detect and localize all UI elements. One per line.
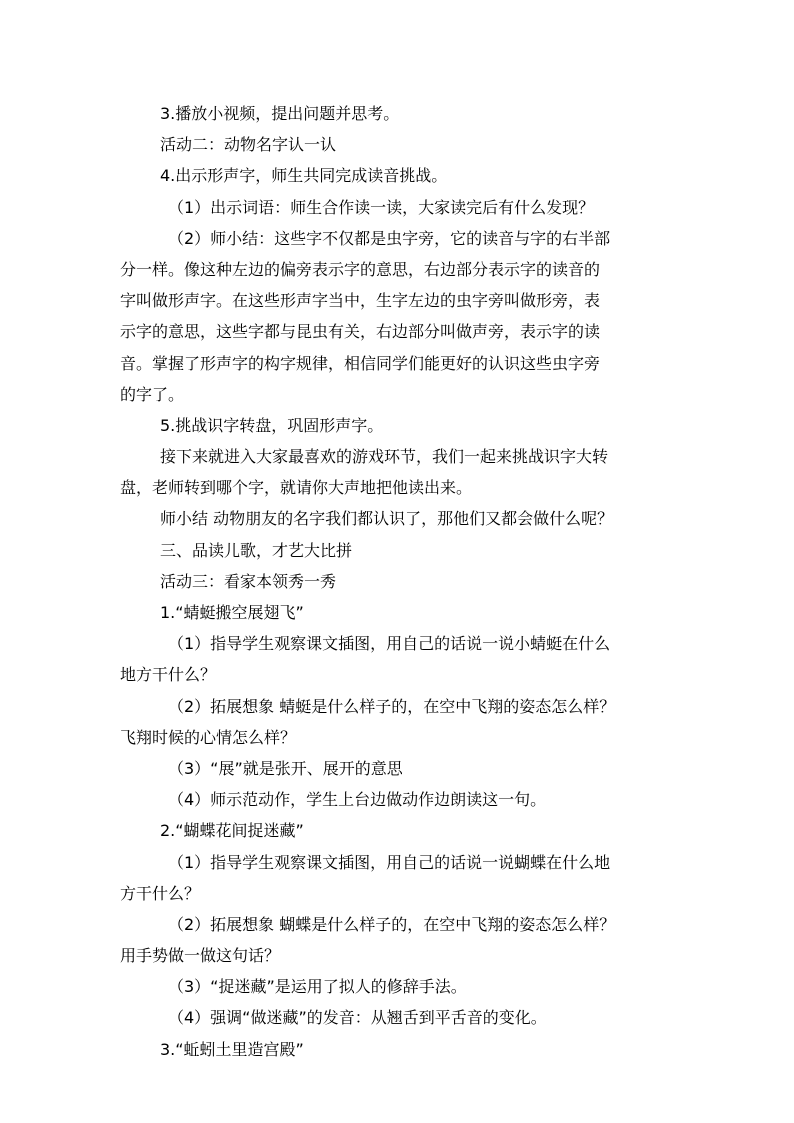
text-line: 4.出示形声字，师生共同完成读音挑战。	[160, 166, 448, 186]
text-line: 示字的意思，这些字都与昆虫有关，右边部分叫做声旁，表示字的读	[120, 322, 601, 342]
text-line: （1）指导学生观察课文插图，用自己的话说一说蝴蝶在什么地	[168, 852, 611, 872]
text-line: 用手势做一做这句话？	[120, 946, 281, 966]
text-line: （3）“展”就是张开、展开的意思	[168, 758, 403, 778]
text-line: 音。掌握了形声字的构字规律，相信同学们能更好的认识这些虫字旁	[120, 353, 601, 373]
text-line: 2.“蝴蝶花间捉迷藏”	[160, 821, 304, 841]
section-heading: 三、品读儿歌，才艺大比拼	[160, 540, 353, 560]
text-line: 的字了。	[120, 384, 185, 404]
text-line: 接下来就进入大家最喜欢的游戏环节，我们一起来挑战识字大转	[160, 447, 609, 467]
text-line: （4）强调“做迷藏”的发音：从翘舌到平舌音的变化。	[168, 1008, 547, 1028]
text-line: （4）师示范动作，学生上台边做动作边朗读这一句。	[168, 790, 547, 810]
text-line: 方干什么？	[120, 883, 201, 903]
text-line: 3.播放小视频，提出问题并思考。	[160, 104, 400, 123]
text-line: 师小结 动物朋友的名字我们都认识了，那他们又都会做什么呢？	[160, 509, 614, 529]
text-line: 地方干什么？	[120, 665, 217, 685]
text-line: 活动二：动物名字认一认	[160, 135, 337, 155]
document-page	[120, 98, 680, 1065]
text-line: （2）拓展想象 蜻蜓是什么样子的，在空中飞翔的姿态怎么样？	[168, 696, 616, 716]
text-line: 字叫做形声字。在这些形声字当中，生字左边的虫字旁叫做形旁，表	[120, 291, 601, 311]
text-line: （1）出示词语：师生合作读一读，大家读完后有什么发现？	[168, 197, 595, 217]
text-line: （1）指导学生观察课文插图，用自己的话说一说小蜻蜓在什么	[168, 634, 611, 654]
text-line: 分一样。像这种左边的偏旁表示字的意思，右边部分表示字的读音的	[120, 259, 601, 279]
text-line: 飞翔时候的心情怎么样？	[120, 727, 297, 747]
text-line: （3）“捉迷藏”是运用了拟人的修辞手法。	[168, 977, 467, 997]
text-line: （2）师小结：这些字不仅都是虫字旁，它的读音与字的右半部	[168, 228, 611, 248]
text-line: 1.“蜻蜓搬空展翅飞”	[160, 603, 304, 622]
text-line: 5.挑战识字转盘，巩固形声字。	[160, 415, 384, 435]
text-line: 3.“蚯蚓土里造宫殿”	[160, 1039, 304, 1059]
text-line: （2）拓展想象 蝴蝶是什么样子的，在空中飞翔的姿态怎么样？	[168, 914, 616, 934]
activity-heading: 活动三：看家本领秀一秀	[160, 571, 337, 591]
text-line: 盘，老师转到哪个字，就请你大声地把他读出来。	[120, 478, 473, 498]
